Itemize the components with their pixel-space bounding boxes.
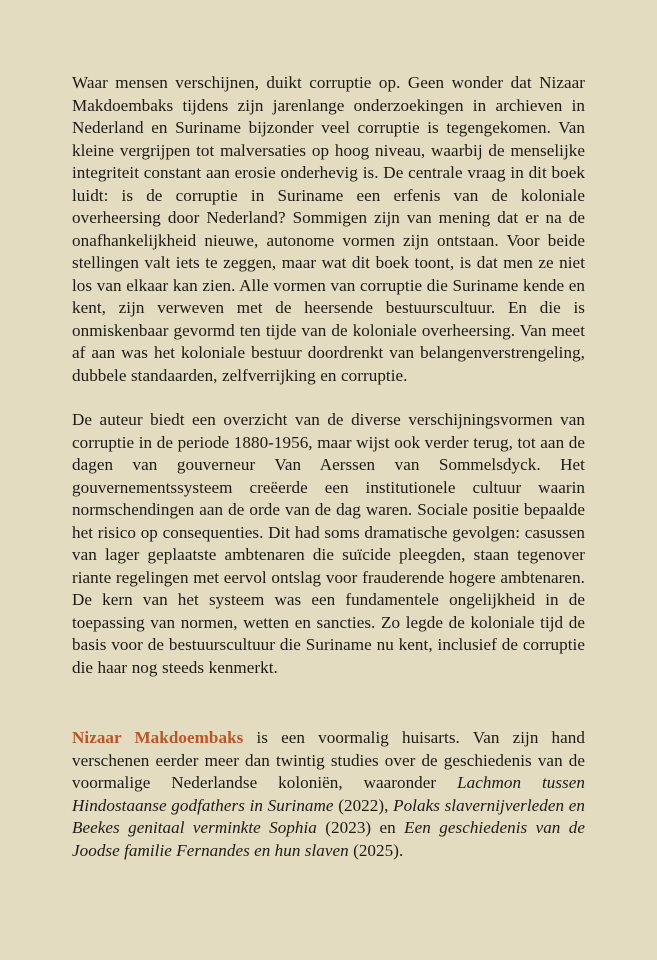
book-year-1: (2022),: [333, 795, 394, 815]
back-cover-text-column: [72, 72, 585, 862]
blurb-paragraph-1: Waar mensen verschijnen, duikt corruptie op. Geen wonder dat Nizaar Makdoembaks tijdens zijn jarenlange onderzoekingen in archieven in Nederland en Suriname bijzonder veel corruptie is tegengekomen. Van kleine vergrijpen tot malversaties op hoog niveau, waarbij de menselijke integriteit constant aan erosie onderhevig is. De centrale vraag in dit boek luidt: is de corruptie in Suriname een erfenis van de koloniale overheersing door Nederland? Sommigen zijn van mening dat er na de onafhankelijkheid nieuwe, autonome vormen zijn ontstaan. Voor beide stellingen valt iets te zeggen, maar wat dit boek toont, is dat men ze niet los van elkaar kan zien. Alle vormen van corruptie die Suriname kende en kent, zijn verweven met de heersende bestuurscultuur. En die is onmiskenbaar gevormd ten tijde van de koloniale overheersing. Van meet af aan was het koloniale bestuur doordrenkt van belangenverstrengeling, dubbele standaarden, zelfverrijking en corruptie.: [72, 73, 585, 385]
book-year-3: (2025).: [348, 840, 404, 860]
author-bio-intro: is een voormalig huisarts. Van zijn hand verschenen eerder meer dan twintig studies over de geschiedenis van de voormalige Nederlandse koloniën, waaronder: [72, 728, 585, 792]
book-year-2: (2023) en: [316, 818, 405, 837]
blurb-block: [72, 72, 585, 679]
author-name: Nizaar Makdoembaks: [72, 728, 244, 747]
author-bio-block: [72, 727, 585, 862]
author-bio-paragraph: [72, 727, 585, 862]
book-title-3: Een geschiedenis van de Joodse familie Fernandes en hun slaven: [72, 818, 586, 860]
book-title-1: Lachmon tussen Hindostaanse godfathers in Suriname: [72, 773, 585, 815]
blurb-paragraph-2: De auteur biedt een overzicht van de diverse verschijningsvormen van corruptie in de periode 1880-1956, maar wijst ook verder terug, tot aan de dagen van gouverneur Van Aerssen van Sommelsdyck. Het gouvernementssysteem creëerde een institutionele cultuur waarin normschendingen aan de orde van de dag waren. Sociale positie bepaalde het risico op consequenties. Dit had soms dramatische gevolgen: casussen van lager geplaatste ambtenaren die suïcide pleegden, staan tegenover riante regelingen met eervol ontslag voor frauderende hogere ambtenaren. De kern van het systeem was een fundamentele ongelijkheid in de toepassing van normen, wetten en sancties. Zo legde de koloniale tijd de basis voor de bestuurscultuur die Suriname nu kent, inclusief de corruptie die haar nog steeds kenmerkt.: [72, 410, 585, 677]
book-title-2: Polaks slavernijverleden en Beekes genitaal verminkte Sophia: [72, 795, 585, 837]
